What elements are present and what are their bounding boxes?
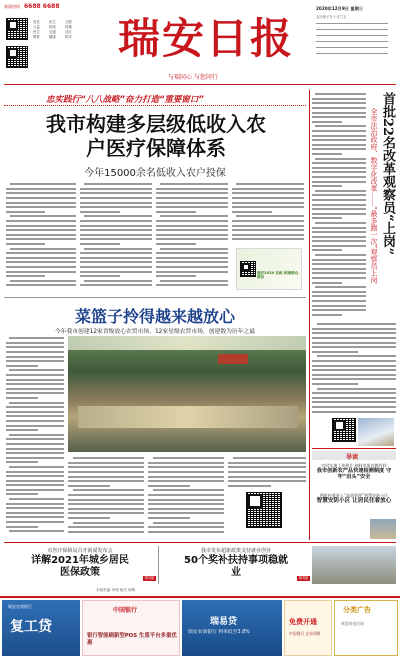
ad-ruiyidai[interactable] [182, 600, 282, 656]
masthead-link[interactable]: 热线 [49, 25, 56, 29]
bottom-teaser-photo [312, 546, 396, 584]
bottom-teaser-divider [158, 546, 159, 584]
masthead-qr-code-2 [6, 46, 28, 68]
right-column-body-2 [312, 322, 396, 414]
second-story-body-col-3 [148, 456, 224, 536]
right-column-divider [309, 90, 310, 540]
text-line [68, 530, 144, 535]
text-line [232, 237, 304, 242]
info-line [316, 32, 388, 36]
editors-line: 本版责编 李明 版式 明明 [96, 588, 136, 592]
second-story-body-col-2 [68, 456, 144, 536]
guide-label: 导读 [346, 454, 359, 461]
ad-bank-of-china[interactable] [82, 600, 180, 656]
second-story-body-col-4 [228, 456, 306, 490]
masthead-link[interactable]: 首页 [33, 20, 40, 24]
masthead-link[interactable]: 公益 [33, 25, 40, 29]
ad-title: 瑞易贷 [210, 617, 238, 627]
top-story-body-col-2 [80, 182, 152, 292]
ad-sub: 欢迎来电咨询 [341, 621, 364, 626]
masthead-link[interactable]: 教育 [33, 35, 40, 39]
masthead-date: 2020年12月9日 星期三 [316, 6, 363, 11]
text-line [228, 484, 306, 489]
top-story-stamp [236, 248, 302, 290]
ad-sub: 中国银行 企业网银 [289, 631, 321, 636]
teaser-kicker: 市医疗保障局召开新闻发布会 [47, 548, 113, 554]
masthead-link[interactable]: 交通 [49, 30, 56, 34]
info-line [316, 44, 388, 48]
guide-item[interactable] [314, 463, 394, 481]
right-column-photo [358, 418, 394, 446]
masthead-link[interactable]: 民生 [33, 30, 40, 34]
guide-photo [370, 519, 396, 539]
text-line [80, 283, 152, 288]
text-line [6, 283, 76, 288]
hotline-box [4, 4, 74, 18]
stamp-text: 瑞安2020 民政·困难群众帮扶 [257, 271, 299, 280]
ad-sub: 瑞安农商银行 [8, 604, 32, 609]
guide-item-sub: 荆乾村着进入“高效管理”智慧安防小区 [319, 493, 389, 498]
top-story-banner [4, 90, 306, 106]
text-line [312, 313, 366, 318]
ad-title: 分类广告 [343, 606, 371, 614]
info-line [316, 26, 388, 30]
left-links [33, 20, 83, 40]
guide-item-title: 实时实地上传照片 抽样对象有模有样 [321, 463, 387, 468]
bottom-teaser-right[interactable] [162, 546, 310, 584]
teaser-page: 第3版 [298, 576, 308, 580]
ad-title: 中国银行 [113, 607, 138, 614]
banner-text: 忠实践行“八八战略”奋力打造“重要窗口” [46, 95, 204, 105]
right-column-qr-code [332, 418, 356, 442]
second-story-subhead: 今年我市创建12家省级放心农贸市场、12家星级农贸市场，创建数为历年之最 [54, 329, 256, 335]
second-story-qr-code [246, 492, 282, 528]
ad-fugongdai[interactable] [2, 600, 80, 656]
masthead-link[interactable]: 民生 [49, 20, 56, 24]
guide-box [312, 448, 396, 540]
qr-code [240, 261, 256, 277]
text-line [156, 283, 228, 288]
guide-item-title: 智慧安防小区 让居民住着放心 [316, 498, 392, 504]
second-story [4, 300, 306, 540]
info-line [316, 20, 388, 24]
masthead-link[interactable]: 信箱 [65, 25, 72, 29]
market-stall-light [68, 336, 306, 350]
market-counter [78, 406, 298, 428]
ad-sub: 瑞安农商银行 利率低至3.8% [188, 630, 250, 635]
teaser-rule [4, 542, 396, 543]
second-story-rule [4, 297, 306, 298]
top-story-body-col-4 [232, 182, 304, 246]
ad-title: 免费开通 [289, 618, 317, 626]
ad-title: 复工贷 [10, 619, 52, 635]
masthead [0, 0, 400, 88]
masthead-qr-code [6, 18, 28, 40]
text-line [312, 409, 396, 414]
right-column-headline: 首批22名改革观察员“上岗” [380, 92, 395, 256]
info-line [316, 50, 388, 54]
masthead-link[interactable]: 文娱 [65, 20, 72, 24]
masthead-rule [4, 84, 396, 85]
ad-classified[interactable] [334, 600, 398, 656]
bottom-teaser-left[interactable] [4, 546, 156, 584]
second-story-body-col-1 [6, 336, 64, 536]
masthead-info [316, 20, 388, 60]
teaser-kicker: 我市发布超新政策支持就业创业 [200, 548, 271, 554]
info-line [316, 38, 388, 42]
masthead-slogan: 与瑞同心 与您同行 [168, 74, 218, 81]
text-line [148, 530, 224, 535]
ad-sub: 银行智能刷新型POS 生意平台多重优惠 [87, 633, 177, 646]
masthead-link[interactable]: 时评 [65, 35, 72, 39]
market-sign [218, 354, 248, 364]
right-column-body [312, 92, 366, 318]
guide-item[interactable] [314, 493, 394, 505]
ad-online-banking[interactable] [284, 600, 332, 656]
top-story [4, 90, 306, 295]
guide-item-sub: 我市创新农产品快速检测制度 守牢“田头”安全 [316, 468, 392, 481]
masthead-link[interactable]: 健康 [49, 35, 56, 39]
hotline-label: 新闻热线 [4, 4, 20, 9]
guide-label-bar [312, 451, 396, 460]
masthead-title: 瑞安日报 [118, 14, 295, 63]
second-story-headline: 菜篮子拎得越来越放心 [74, 307, 235, 326]
ads-strip [0, 596, 400, 656]
masthead-link[interactable]: 社区 [65, 30, 72, 34]
masthead-issue: 农历庚子年十月廿五 [316, 15, 347, 19]
market-photo [68, 336, 306, 452]
teaser-title: 50个奖补扶持事项稳就业 [184, 555, 288, 578]
top-story-body-col-3 [156, 182, 228, 292]
top-story-body-col-1 [6, 182, 76, 292]
text-line [6, 529, 64, 534]
top-story-subhead: 今年15000余名低收入农户投保 [84, 168, 226, 179]
hotline-number: 6688 6688 [24, 3, 60, 10]
top-story-headline: 我市构建多层级低收入农户医疗保障体系 [46, 112, 266, 160]
right-column-subhead: 全市法治政府、数字化改革……“最多跑一次”观察员上岗 [370, 108, 378, 284]
stamp-qr-code [240, 261, 256, 277]
teaser-page: 第2版 [144, 576, 154, 580]
teaser-title: 详解2021年城乡居民医保政策 [31, 555, 129, 578]
right-column [312, 90, 396, 540]
